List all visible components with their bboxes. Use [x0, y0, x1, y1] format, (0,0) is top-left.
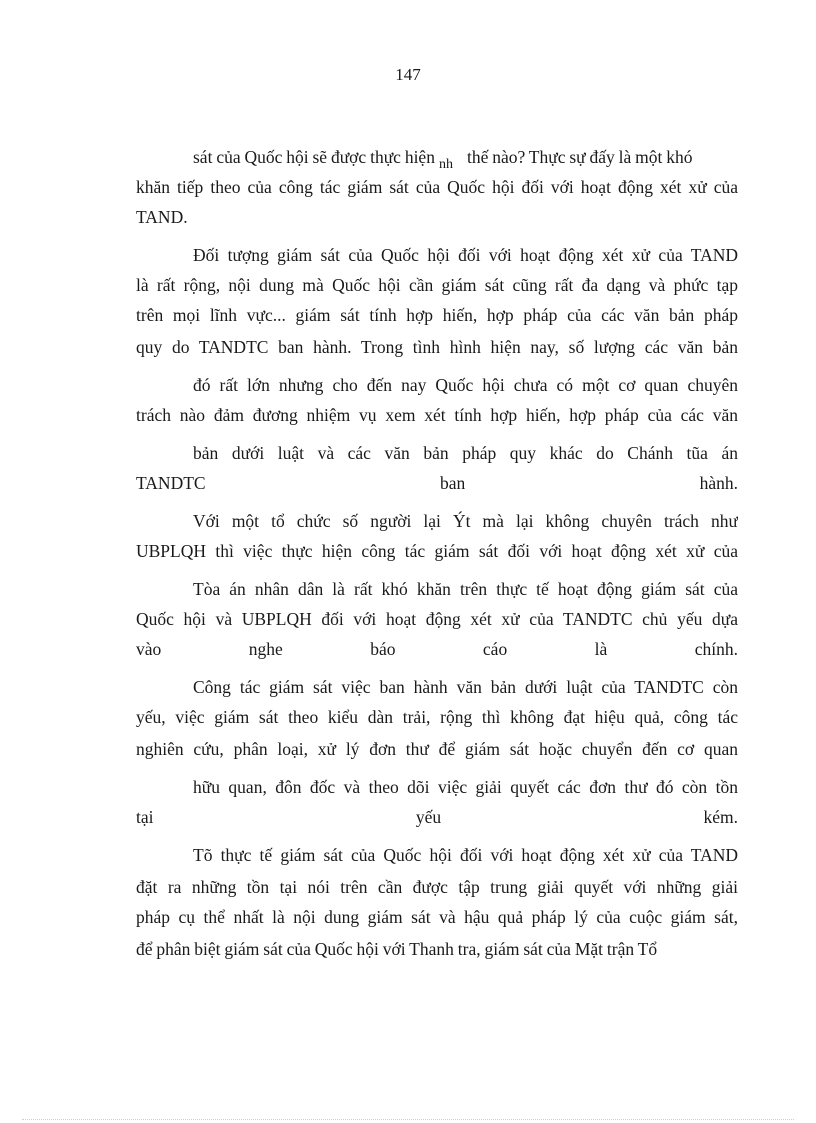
word: vào — [136, 639, 162, 659]
word: nghe — [248, 639, 283, 659]
text-segment: thế nào? Thực sự đấy là một khó — [466, 147, 693, 167]
text-segment: sát của Quốc hội sẽ được thực hiện — [193, 147, 435, 167]
word: ban — [439, 473, 466, 493]
word: cáo — [482, 639, 508, 659]
subscript-fragment: nh — [438, 157, 453, 172]
text-line: để phân biệt giám sát của Quốc hội với Thanh tra, giám sát của Mặt trận Tổ — [136, 939, 658, 959]
footer-divider — [22, 1119, 794, 1120]
word: yếu — [415, 807, 442, 827]
text-line — [193, 146, 738, 171]
text-line: khăn tiếp theo của công tác giám sát của Quốc hội đối với hoạt động xét xử của — [136, 177, 738, 197]
text-line: Công tác giám sát việc ban hành văn bản dưới luật của TANDTC còn — [193, 677, 738, 697]
text-line: Đối tượng giám sát của Quốc hội đối với hoạt động xét xử của TAND — [193, 245, 738, 265]
word: kém. — [703, 807, 738, 827]
word: tại — [136, 807, 154, 827]
text-line: đó rất lớn nhưng cho đến nay Quốc hội chưa có một cơ quan chuyên — [193, 375, 738, 395]
page-number: 147 — [395, 65, 421, 84]
text-line — [136, 638, 738, 660]
word: hành. — [699, 473, 738, 493]
word: TANDTC — [136, 473, 206, 493]
text-line: nghiên cứu, phân loại, xử lý đơn thư để giám sát hoặc chuyển đến cơ quan — [136, 739, 738, 759]
text-line: trên mọi lĩnh vực... giám sát tính hợp hiến, hợp pháp của các văn bản pháp — [136, 305, 738, 325]
text-line: là rất rộng, nội dung mà Quốc hội cần giám sát cũng rất đa dạng và phức tạp — [136, 275, 738, 295]
text-line: Tòa án nhân dân là rất khó khăn trên thực tế hoạt động giám sát của — [193, 579, 738, 599]
text-line: Tõ thực tế giám sát của Quốc hội đối với hoạt động xét xử của TAND — [193, 845, 738, 865]
text-line: UBPLQH thì việc thực hiện công tác giám sát đối với hoạt động xét xử của — [136, 541, 738, 561]
text-line: Với một tổ chức số người lại Ýt mà lại không chuyên trách như — [193, 511, 738, 531]
word: báo — [370, 639, 396, 659]
word: là — [594, 639, 608, 659]
text-line: pháp cụ thể nhất là nội dung giám sát và hậu quả pháp lý của cuộc giám sát, — [136, 907, 738, 927]
text-line: hữu quan, đôn đốc và theo dõi việc giải quyết các đơn thư đó còn tồn — [193, 777, 738, 797]
word: chính. — [694, 639, 738, 659]
text-line: yếu, việc giám sát theo kiểu dàn trải, rộng thì không đạt hiệu quả, công tác — [136, 707, 738, 727]
text-line — [136, 472, 738, 494]
text-line: TAND. — [136, 207, 188, 227]
text-line: đặt ra những tồn tại nói trên cần được tập trung giải quyết với những giải — [136, 877, 738, 897]
text-line: quy do TANDTC ban hành. Trong tình hình hiện nay, số lượng các văn bản — [136, 337, 738, 357]
text-line: bản dưới luật và các văn bản pháp quy khác do Chánh tũa án — [193, 443, 738, 463]
text-line: trách nào đảm đương nhiệm vụ xem xét tính hợp hiến, hợp pháp của các văn — [136, 405, 738, 425]
text-line — [136, 806, 738, 828]
text-line: Quốc hội và UBPLQH đối với hoạt động xét xử của TANDTC chủ yếu dựa — [136, 609, 738, 629]
